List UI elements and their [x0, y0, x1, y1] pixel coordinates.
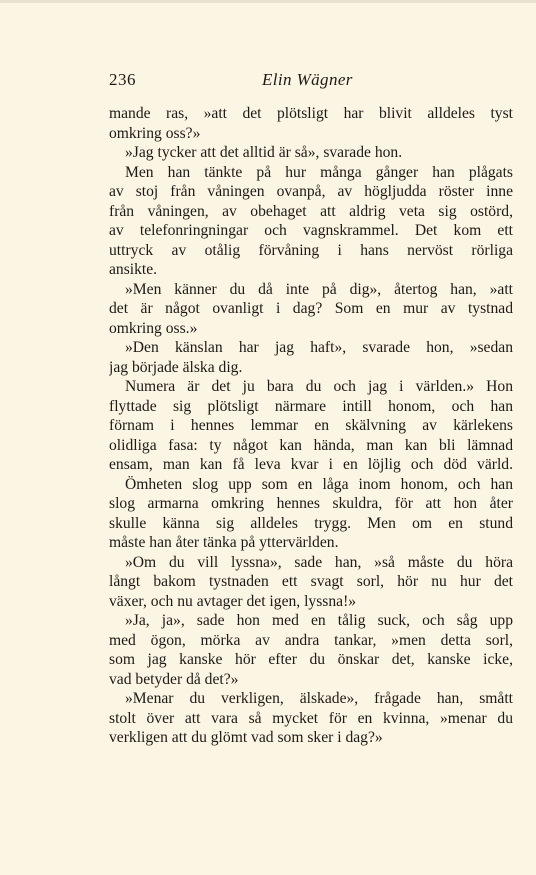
text-line: »Menar du verkligen, älskade», frågade han, smått: [125, 690, 513, 707]
page-edge: [0, 0, 536, 3]
text-line: olidliga fasa: ty något kan hända, man kan bli lämnad: [109, 436, 513, 454]
text-line: »Den känslan har jag haft», svarade hon, »sedan: [125, 339, 513, 356]
text-line: slog armarna omkring hennes skuldra, för att hon åter: [109, 495, 513, 512]
text-line: Men han tänkte på hur många gånger han plågats: [125, 163, 513, 181]
body-text: [109, 104, 513, 748]
text-line: omkring oss.»: [109, 319, 198, 337]
page-number: 236: [109, 70, 136, 89]
text-line: »Ja, ja», sade hon med en tålig suck, och såg upp: [125, 612, 513, 629]
text-line: Numera är det ju bara du och jag i världen.» Hon: [125, 378, 513, 395]
text-line: ansikte.: [109, 261, 158, 278]
text-line: ensam, man kan få leva kvar i en löjlig och död värld.: [109, 456, 513, 473]
text-line: »Om du vill lyssna», sade han, »så måste du höra: [125, 553, 513, 571]
text-line: uttryck av otålig förvåning i hans nervöst rörliga: [109, 241, 513, 259]
text-line: som jag kanske hör efter du önskar det, kanske icke,: [109, 651, 513, 668]
text-line: av telefonringningar och vagnskrammel. Det kom ett: [109, 222, 513, 239]
text-line: »Jag tycker att det alltid är så», svarade hon.: [125, 144, 403, 161]
text-line: det är något ovanligt i dag? Som en mur av tystnad: [109, 300, 513, 317]
text-line: vad betyder då det?»: [109, 670, 239, 688]
text-line: med ögon, mörka av andra tankar, »men detta sorl,: [109, 631, 513, 649]
running-title: Elin Wägner: [262, 70, 353, 89]
text-line: omkring oss?»: [109, 124, 201, 142]
text-line: verkligen att du glömt vad som sker i dag?»: [109, 729, 383, 746]
text-line: mande ras, »att det plötsligt har blivit alldeles tyst: [109, 105, 513, 122]
text-line: växer, och nu avtager det igen, lyssna!»: [109, 592, 357, 610]
text-line: stolt över att vara så mycket för en kvinna, »menar du: [109, 709, 513, 727]
text-line: skulle känna sig alldeles trygg. Men om en stund: [109, 514, 513, 532]
text-line: långt bakom tystnaden ett svagt sorl, hör nu hur det: [109, 573, 513, 590]
page-header: [109, 70, 513, 94]
text-line: flyttade sig plötsligt närmare intill honom, och han: [109, 397, 513, 415]
text-line: förnam i hennes lemmar en skälvning av kärlekens: [109, 417, 513, 434]
text-line: »Men känner du då inte på dig», återtog han, »att: [125, 280, 513, 298]
text-line: av stoj från våningen ovanpå, av högljudda röster inne: [109, 183, 513, 200]
text-line: måste han åter tänka på yttervärlden.: [109, 534, 339, 551]
text-line: från våningen, av obehaget att aldrig veta sig ostörd,: [109, 202, 513, 220]
text-line: jag började älska dig.: [109, 358, 243, 376]
text-line: Ömheten slog upp som en låga inom honom, och han: [125, 475, 513, 493]
